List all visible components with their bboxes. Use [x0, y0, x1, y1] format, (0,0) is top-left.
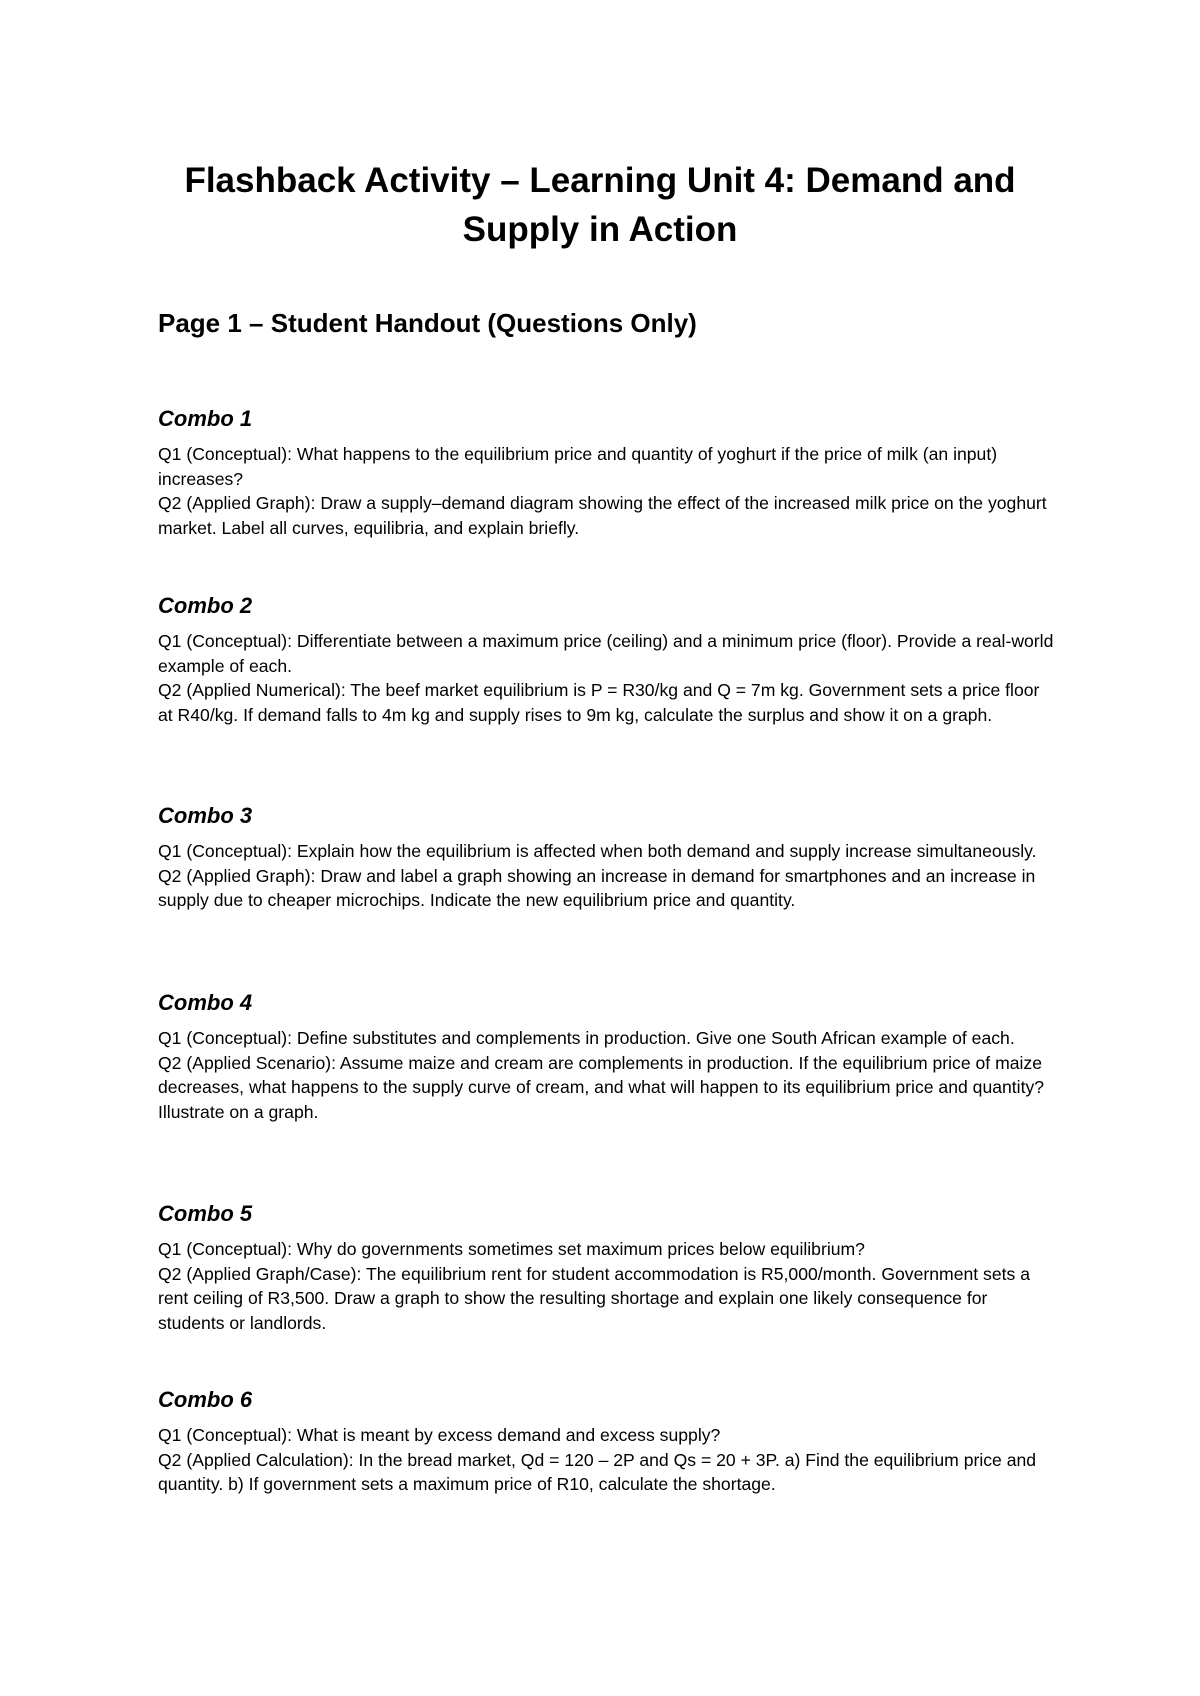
question-1: Q1 (Conceptual): What happens to the equilibrium price and quantity of yoghurt if the price of milk (an input) increases? [158, 444, 998, 489]
combo-block-5 [158, 1200, 1058, 1335]
question-2: Q2 (Applied Graph): Draw a supply–demand diagram showing the effect of the increased milk price on the yoghurt market. Label all curves, equilibria, and explain briefly. [158, 493, 1047, 538]
combo-title: Combo 3 [158, 803, 253, 828]
combo-block-3 [158, 802, 1058, 913]
question-1: Q1 (Conceptual): What is meant by excess demand and excess supply? [158, 1425, 721, 1445]
question-1: Q1 (Conceptual): Define substitutes and complements in production. Give one South African example of each. [158, 1028, 1015, 1048]
combo-title: Combo 2 [158, 593, 253, 618]
combo-block-2 [158, 592, 1058, 727]
question-2: Q2 (Applied Graph/Case): The equilibrium rent for student accommodation is R5,000/month. Government sets a rent ceiling of R3,500. Draw a graph to show the resulting shortage and explain one likely consequence for students or landlords. [158, 1263, 1030, 1333]
combo-block-4 [158, 989, 1058, 1124]
combo-title: Combo 5 [158, 1201, 253, 1226]
document-title: Flashback Activity – Learning Unit 4: Demand and Supply in Action [184, 161, 1016, 249]
question-2: Q2 (Applied Calculation): In the bread market, Qd = 120 – 2P and Qs = 20 + 3P. a) Find the equilibrium price and quantity. b) If government sets a maximum price of R10, calculate the shortage. [158, 1449, 1037, 1494]
question-2: Q2 (Applied Graph): Draw and label a graph showing an increase in demand for smartphones and an increase in supply due to cheaper microchips. Indicate the new equilibrium price and quantity. [158, 865, 1036, 910]
combo-title: Combo 1 [158, 406, 253, 431]
combo-title: Combo 6 [158, 1387, 253, 1412]
section-heading: Page 1 – Student Handout (Questions Only) [158, 308, 697, 338]
question-2: Q2 (Applied Numerical): The beef market equilibrium is P = R30/kg and Q = 7m kg. Government sets a price floor at R40/kg. If demand falls to 4m kg and supply rises to 9m kg, calculate the surplus and show it on a graph. [158, 680, 1040, 725]
combo-block-1 [158, 405, 1058, 540]
question-1: Q1 (Conceptual): Explain how the equilibrium is affected when both demand and supply increase simultaneously. [158, 841, 1037, 861]
combo-block-6 [158, 1386, 1058, 1497]
question-1: Q1 (Conceptual): Differentiate between a maximum price (ceiling) and a minimum price (floor). Provide a real-world example of each. [158, 631, 1054, 676]
question-2: Q2 (Applied Scenario): Assume maize and cream are complements in production. If the equilibrium price of maize decreases, what happens to the supply curve of cream, and what will happen to its equilibrium price and quantity? Illustrate on a graph. [158, 1052, 1045, 1122]
combo-title: Combo 4 [158, 990, 253, 1015]
question-1: Q1 (Conceptual): Why do governments sometimes set maximum prices below equilibrium? [158, 1239, 865, 1259]
